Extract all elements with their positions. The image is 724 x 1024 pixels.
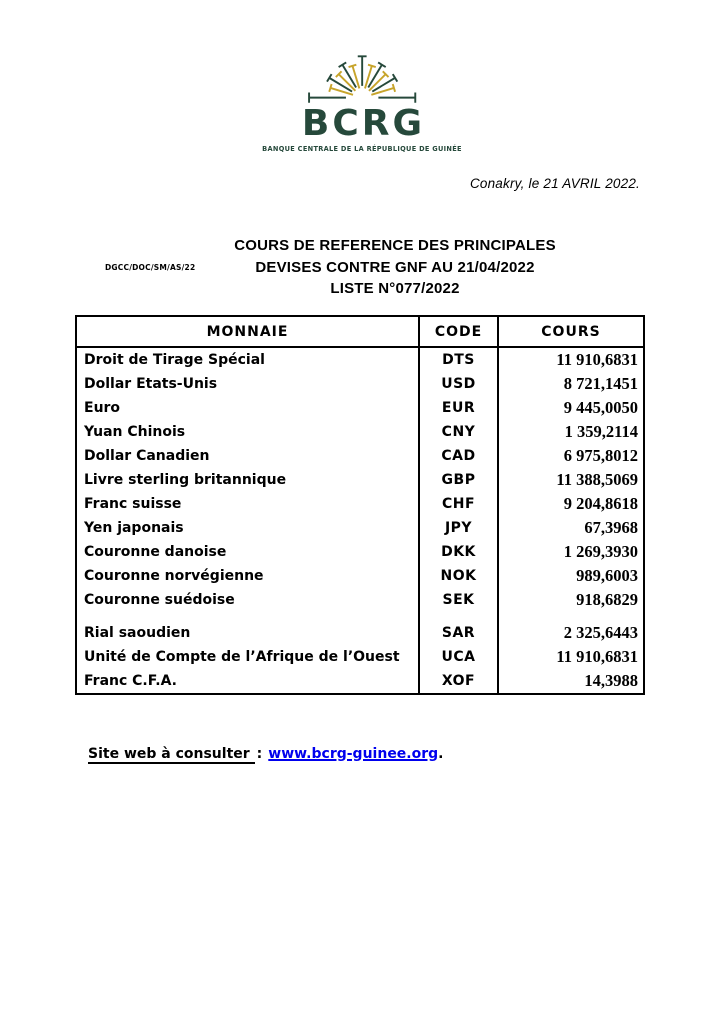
currency-rate: 9 204,8618 bbox=[563, 494, 638, 513]
currency-rate: 11 910,6831 bbox=[556, 350, 638, 369]
currency-name: Dollar Canadien bbox=[77, 444, 420, 468]
table-row bbox=[77, 492, 643, 516]
currency-rate: 989,6003 bbox=[576, 566, 638, 585]
currency-name: Yen japonais bbox=[77, 516, 420, 540]
currency-name: Rial saoudien bbox=[77, 612, 420, 645]
website-link[interactable]: www.bcrg-guinee.org bbox=[268, 746, 439, 762]
currency-name: Couronne norvégienne bbox=[77, 564, 420, 588]
table-row bbox=[77, 396, 643, 420]
currency-name: Euro bbox=[77, 396, 420, 420]
exchange-rates-table bbox=[75, 315, 645, 695]
currency-code: CNY bbox=[420, 420, 499, 444]
currency-rate: 6 975,8012 bbox=[563, 446, 638, 465]
currency-rate: 1 359,2114 bbox=[564, 422, 638, 441]
title-line-1: COURS DE REFERENCE DES PRINCIPALES bbox=[234, 237, 556, 254]
header-code: CODE bbox=[420, 317, 499, 348]
currency-code: SAR bbox=[420, 612, 499, 645]
colon-separator: : bbox=[256, 746, 263, 762]
currency-code: NOK bbox=[420, 564, 499, 588]
header-cours: COURS bbox=[499, 317, 643, 348]
currency-rate: 918,6829 bbox=[576, 590, 638, 609]
table-row bbox=[77, 348, 643, 372]
site-label: Site web à consulter bbox=[88, 746, 255, 764]
currency-rate: 2 325,6443 bbox=[563, 623, 638, 642]
bcrg-logo bbox=[262, 46, 462, 153]
currency-name: Unité de Compte de l’Afrique de l’Ouest bbox=[77, 645, 420, 669]
currency-code: EUR bbox=[420, 396, 499, 420]
table-row bbox=[77, 420, 643, 444]
currency-code: JPY bbox=[420, 516, 499, 540]
table-row bbox=[77, 540, 643, 564]
currency-code: GBP bbox=[420, 468, 499, 492]
header-monnaie: MONNAIE bbox=[77, 317, 420, 348]
currency-code: DTS bbox=[420, 348, 499, 372]
period: . bbox=[438, 746, 444, 762]
currency-rate: 14,3988 bbox=[584, 671, 638, 690]
currency-name: Couronne danoise bbox=[77, 540, 420, 564]
currency-code: CHF bbox=[420, 492, 499, 516]
table-row bbox=[77, 669, 643, 693]
footer-note bbox=[88, 746, 444, 764]
reference-number: DGCC/DOC/SM/AS/22 bbox=[105, 263, 196, 272]
table-row bbox=[77, 468, 643, 492]
table-row bbox=[77, 612, 643, 645]
currency-name: Yuan Chinois bbox=[77, 420, 420, 444]
currency-name: Dollar Etats-Unis bbox=[77, 372, 420, 396]
currency-code: SEK bbox=[420, 588, 499, 612]
currency-name: Droit de Tirage Spécial bbox=[77, 348, 420, 372]
date-line: Conakry, le 21 AVRIL 2022. bbox=[469, 176, 640, 191]
table-row bbox=[77, 444, 643, 468]
currency-rate: 8 721,1451 bbox=[563, 374, 638, 393]
title-line-2: DEVISES CONTRE GNF AU 21/04/2022 bbox=[255, 258, 535, 276]
table-row bbox=[77, 588, 643, 612]
table-row bbox=[77, 564, 643, 588]
currency-code: CAD bbox=[420, 444, 499, 468]
logo-wordmark: BCRG bbox=[301, 103, 426, 144]
currency-code: UCA bbox=[420, 645, 499, 669]
currency-rate: 67,3968 bbox=[584, 518, 638, 537]
currency-name: Couronne suédoise bbox=[77, 588, 420, 612]
currency-rate: 11 910,6831 bbox=[556, 647, 638, 666]
title-line-3: LISTE N°077/2022 bbox=[330, 280, 460, 297]
table-row bbox=[77, 645, 643, 669]
currency-rate: 11 388,5069 bbox=[556, 470, 638, 489]
currency-code: DKK bbox=[420, 540, 499, 564]
currency-name: Franc C.F.A. bbox=[77, 669, 420, 693]
table-row bbox=[77, 372, 643, 396]
currency-code: XOF bbox=[420, 669, 499, 693]
currency-name: Franc suisse bbox=[77, 492, 420, 516]
table-header-row bbox=[77, 317, 643, 348]
currency-rate: 9 445,0050 bbox=[563, 398, 638, 417]
logo-tagline: BANQUE CENTRALE DE LA RÉPUBLIQUE DE GUINÉE bbox=[262, 145, 462, 153]
currency-rate: 1 269,3930 bbox=[563, 542, 638, 561]
table-row bbox=[77, 516, 643, 540]
currency-name: Livre sterling britannique bbox=[77, 468, 420, 492]
logo-rays-icon bbox=[303, 46, 421, 105]
document-title bbox=[234, 235, 556, 300]
currency-code: USD bbox=[420, 372, 499, 396]
